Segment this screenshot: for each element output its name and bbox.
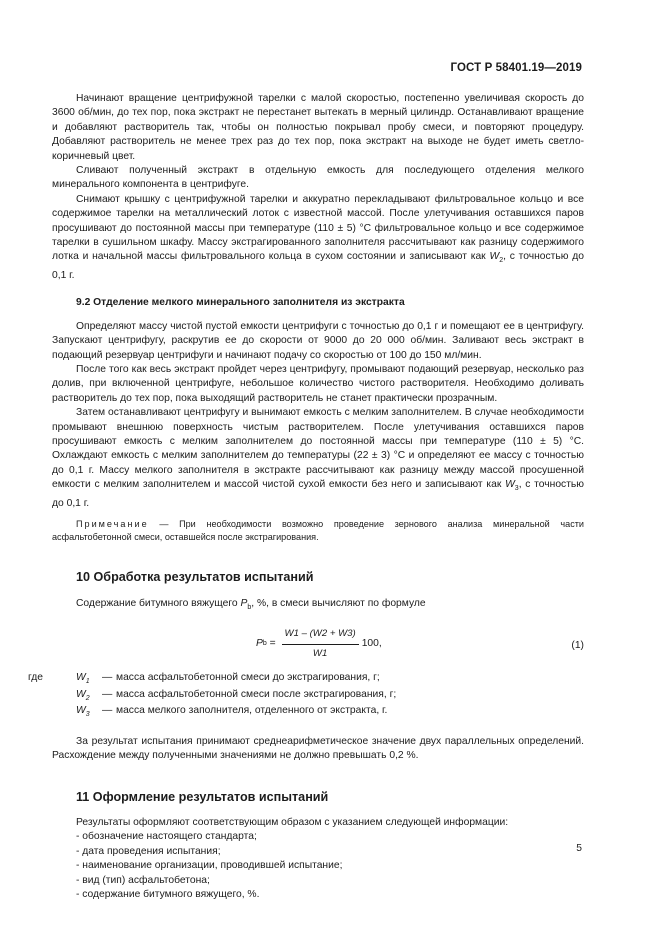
definition-item [28,671,584,688]
paragraph [52,597,584,615]
paragraph-tail: , с точностью до 0,1 г. [52,251,584,281]
formula-number: (1) [571,640,584,652]
definition-dash: — [102,672,113,684]
paragraph: Начинают вращение центрифужной тарелки с малой скоростью, постепенно увеличивая скорость до 3600 об/мин, до тех пор, пока экстракт не перестанет вытекать в мерный цилиндр. Останавливают вращение и добавляют растворитель так, чтобы он полностью покрывал пробу смеси, и повторяют процедуру. Добавляют растворитель не менее трех раз до тех пор, пока экстракт на выходе не будет иметь светло-коричневый цвет. [52,93,584,162]
paragraph: Результаты оформляют соответствующим образом с указанием следующей информации: [76,817,509,829]
list-item: - вид (тип) асфальтобетона; [76,874,210,886]
subscript: 1 [85,678,90,686]
definition-item [52,704,584,721]
symbol: W [76,705,86,717]
info-list [52,830,584,902]
symbol: W [76,672,86,684]
subsection-title: 9.2 Отделение мелкого минерального заполнителя из экстракта [76,297,405,309]
symbol: W [489,251,500,263]
definition-symbol [76,704,102,722]
paragraph-text: Снимают крышку с центрифужной тарелки и аккуратно перекладывают фильтровальное кольцо и все содержимое тарелки на металлический лоток с известной массой. После улетучивания оставшихся паров просушивают до постоянной массы при температуре (110 ± 5) °С фильтровальное кольцо и все содержимое тарелки в сушильном шкафу. Массу экстрагированного заполнителя рассчитывают как разницу содержимого лотка и начальной массы фильтровального кольца в сухом состоянии и записывают как [52,193,584,263]
symbol: P [240,597,248,609]
section-title: 10 Обработка результатов испытаний [76,570,314,585]
subscript: 3 [85,711,90,719]
note [52,518,584,544]
paragraph-text: Затем останавливают центрифугу и вынимают емкость с мелким заполнителем. В случае необходимости промывают внешнюю поверхность чистым растворителем. После улетучивания оставшихся паров просушивают емкость с мелким заполнителем до постоянной массы при температуре (110 ± 5) °С. Охлаждают емкость с мелким заполнителем до температуры (22 ± 3) °С и определяют ее массу с точностью до 0,1 г. Массу мелкого заполнителя в экстракте рассчитывают как разницу между массой просушенной емкости с мелким заполнителем и массой чистой сухой емкости без него и записывают как [52,407,584,491]
note-text: — При необходимости возможно проведение зернового анализа минеральной части асфальтобетонной смеси, оставшейся после экстрагирования. [52,519,584,543]
list-item: - наименование организации, проводившей испытание; [76,860,343,872]
where-label: где [28,672,44,684]
paragraph [52,193,584,283]
paragraph: Определяют массу чистой пустой емкости центрифуги с точностью до 0,1 г и помещают ее в центрифугу. Запускают центрифугу, раскрутив ее до скорости от 9000 до 20 000 об/мин. Заливают весь экстракт в подающий резервуар центрифуги и начинают подачу со скоростью от 100 до 150 мл/мин. [52,320,584,361]
definition-item [52,688,584,705]
formula-factor: 100, [361,638,382,650]
list-item: - содержание битумного вяжущего, %. [76,889,260,901]
definition-text: масса мелкого заполнителя, отделенного от экстракта, г. [116,705,388,717]
formula-denominator: W1 [312,647,328,659]
definitions-list [28,671,584,721]
definition-dash: — [102,705,113,717]
definition-text: масса асфальтобетонной смеси после экстрагирования, г; [116,688,397,700]
page-content [28,92,584,902]
paragraph: За результат испытания принимают среднеарифметическое значение двух параллельных определений. Расхождение между полученными значениями не должно превышать 0,2 %. [52,735,584,762]
subscript: b [262,640,267,648]
list-item: - обозначение настоящего стандарта; [76,831,257,843]
subscript: b [247,603,252,611]
standard-designation: ГОСТ Р 58401.19—2019 [450,62,582,74]
formula [256,627,382,661]
paragraph [52,406,584,511]
paragraph: Сливают полученный экстракт в отдельную емкость для последующего отделения мелкого минерального компонента в центрифуге. [52,165,584,191]
paragraph-tail: , %, в смеси вычисляют по формуле [251,597,426,609]
formula-fraction [282,627,359,661]
subscript: 2 [499,257,504,265]
definition-dash: — [102,688,113,700]
subscript: 3 [514,485,519,493]
section-title: 11 Оформление результатов испытаний [76,789,329,804]
list-item: - дата проведения испытания; [76,845,221,857]
formula-numerator: W1 – (W2 + W3) [282,627,359,644]
definition-text: масса асфальтобетонной смеси до экстрагирования, г; [116,672,380,684]
paragraph-tail: , с точностью до 0,1 г. [52,479,584,509]
note-label: Примечание [76,519,149,530]
formula-block [52,625,584,667]
page-number: 5 [576,843,582,854]
paragraph-text: Содержание битумного вяжущего [76,597,238,609]
formula-lhs: P [256,638,263,650]
symbol: W [505,479,515,491]
symbol: W [76,688,86,700]
paragraph: После того как весь экстракт пройдет через центрифугу, промывают подающий резервуар, несколько раз долив, при включенной центрифуге, небольшое количество чистого растворителя. Необходимо доливать растворитель до тех пор, пока выходящий растворитель не станет практически прозрачным. [52,363,584,404]
formula-equals: = [266,638,279,650]
subscript: 2 [85,694,90,702]
